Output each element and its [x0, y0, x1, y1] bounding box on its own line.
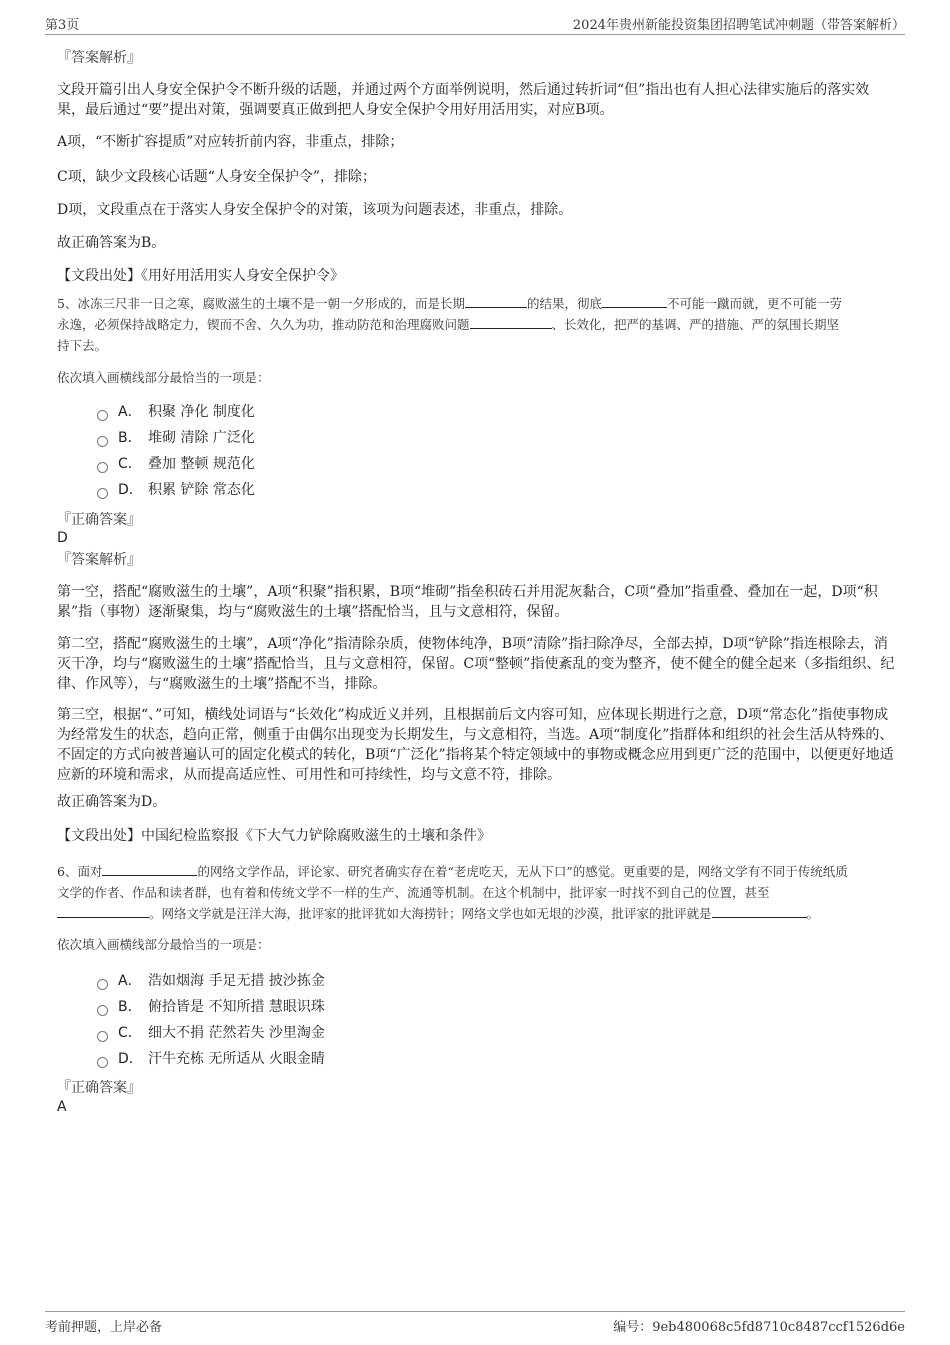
stem-text: 永逸，必须保持战略定力，锲而不舍、久久为功，推动防范和治理腐败问题 [57, 317, 470, 332]
correct-answer: A [57, 1099, 67, 1115]
option-b[interactable] [97, 427, 255, 449]
source-citation: 【文段出处】《用好用活用实人身安全保护令》 [57, 268, 344, 284]
option-text: 细大不捐 茫然若失 沙里淘金 [148, 1025, 325, 1041]
option-letter: B． [118, 430, 142, 446]
question-prompt: 依次填入画横线部分最恰当的一项是： [57, 937, 270, 952]
radio-icon[interactable] [97, 488, 108, 499]
stem-text: 不可能一蹴而就，更不可能一劳 [666, 296, 842, 311]
analysis-label: 『答案解析』 [57, 50, 141, 66]
fill-blank [465, 295, 527, 308]
option-d[interactable] [97, 1048, 325, 1070]
stem-text: 的网络文学作品，评论家、研究者确实存在着“老虎吃天，无从下口”的感觉。更重要的是，网络文学有不同于传统纸质 [197, 864, 848, 879]
question-stem [57, 861, 897, 924]
fill-blank [712, 905, 807, 918]
option-letter: C． [118, 456, 142, 472]
conclusion: 故正确答案为B。 [57, 235, 166, 251]
radio-icon[interactable] [97, 1031, 108, 1042]
fill-blank [602, 295, 667, 308]
footer-slogan: 考前押题，上岸必备 [45, 1320, 163, 1335]
page-footer [45, 1311, 905, 1338]
option-letter: A． [118, 973, 142, 989]
stem-text: 。 [806, 906, 820, 921]
option-c[interactable] [97, 453, 255, 475]
correct-answer: D [57, 530, 68, 546]
stem-text: 持下去。 [57, 338, 108, 353]
option-a[interactable] [97, 970, 325, 992]
analysis-paragraph: A项，“不断扩容提质”对应转折前内容，非重点，排除； [57, 134, 404, 150]
document-title: 2024年贵州新能投资集团招聘笔试冲刺题（带答案解析） [572, 18, 905, 33]
question-prompt: 依次填入画横线部分最恰当的一项是： [57, 370, 270, 385]
option-a[interactable] [97, 401, 255, 423]
option-c[interactable] [97, 1022, 325, 1044]
option-text: 俯拾皆是 不知所措 慧眼识珠 [148, 999, 325, 1015]
source-citation: 【文段出处】中国纪检监察报《下大气力铲除腐败滋生的土壤和条件》 [57, 828, 491, 844]
page-header [45, 14, 905, 35]
analysis-label: 『答案解析』 [57, 552, 141, 568]
analysis-paragraph: C项，缺少文段核心话题“人身安全保护令”，排除； [57, 169, 377, 185]
option-b[interactable] [97, 996, 325, 1018]
stem-text: 6、面对 [57, 864, 103, 879]
analysis-paragraph: 第一空，搭配“腐败滋生的土壤”，A项“积聚”指积累，B项“堆砌”指垒积砖石并用泥灰黏合，C项“叠加”指重叠、叠加在一起，D项“积累”指（事物）逐渐聚集，均与“腐败滋生的土壤”搭配恰当，且与文意相符，保留。 [57, 584, 878, 620]
stem-text: 5、冰冻三尺非一日之寒，腐败滋生的土壤不是一朝一夕形成的，而是长期 [57, 296, 465, 311]
fill-blank [57, 905, 149, 918]
option-text: 汗牛充栋 无所适从 火眼金睛 [148, 1051, 325, 1067]
option-letter: C． [118, 1025, 142, 1041]
answer-label: 『正确答案』 [57, 1080, 141, 1096]
option-d[interactable] [97, 479, 255, 501]
analysis-paragraph: 第二空，搭配“腐败滋生的土壤”，A项“净化”指清除杂质，使物体纯净，B项“清除”指扫除净尽，全部去掉，D项“铲除”指连根除去，消灭干净，均与“腐败滋生的土壤”搭配恰当，且与文意相符，保留。C项“整顿”指使紊乱的变为整齐，使不健全的健全起来（多指组织、纪律、作风等），与“腐败滋生的土壤”搭配不当，排除。 [57, 636, 895, 692]
analysis-paragraph: D项，文段重点在于落实人身安全保护令的对策，该项为问题表述，非重点，排除。 [57, 202, 573, 218]
option-text: 积聚 净化 制度化 [148, 404, 255, 420]
stem-text: 的结果，彻底 [526, 296, 602, 311]
answer-label: 『正确答案』 [57, 512, 141, 528]
option-letter: D． [118, 1051, 143, 1067]
analysis-paragraph: 文段开篇引出人身安全保护令不断升级的话题，并通过两个方面举例说明，然后通过转折词“但”指出也有人担心法律实施后的落实效果，最后通过“要”提出对策，强调要真正做到把人身安全保护令用好用活用实，对应B项。 [57, 82, 870, 118]
radio-icon[interactable] [97, 410, 108, 421]
option-text: 堆砌 清除 广泛化 [148, 430, 255, 446]
fill-blank [102, 863, 197, 876]
option-letter: B． [118, 999, 142, 1015]
option-text: 积累 铲除 常态化 [148, 482, 255, 498]
stem-text: 、长效化，把严的基调、严的措施、严的氛围长期坚 [551, 317, 840, 332]
radio-icon[interactable] [97, 979, 108, 990]
fill-blank [470, 316, 552, 329]
option-letter: A． [118, 404, 142, 420]
stem-text: 文学的作者、作品和读者群，也有着和传统文学不一样的生产、流通等机制。在这个机制中，批评家一时找不到自己的位置，甚至 [57, 885, 770, 900]
radio-icon[interactable] [97, 1005, 108, 1016]
analysis-paragraph: 第三空，根据“、”可知，横线处词语与“长效化”构成近义并列，且根据前后文内容可知，应体现长期进行之意，D项“常态化”指使事物成为经常发生的状态，趋向正常，侧重于由偶尔出现变为长期发生，与文意相符，当选。A项“制度化”指群体和组织的社会生活从特殊的、不固定的方式向被普遍认可的固定化模式的转化，B项“广泛化”指将某个特定领域中的事物或概念应用到更广泛的范围中，以便更好地适应新的环境和需求，从而提高适应性、可用性和可持续性，均与文意不符，排除。 [57, 707, 894, 783]
option-text: 浩如烟海 手足无措 披沙拣金 [148, 973, 325, 989]
radio-icon[interactable] [97, 1057, 108, 1068]
page-number: 第3页 [45, 18, 80, 33]
radio-icon[interactable] [97, 436, 108, 447]
stem-text: 。网络文学就是汪洋大海，批评家的批评犹如大海捞针；网络文学也如无垠的沙漠，批评家的批评就是 [149, 906, 712, 921]
radio-icon[interactable] [97, 462, 108, 473]
document-code: 编号：9eb480068c5fd8710c8487ccf1526d6e [613, 1320, 905, 1335]
option-letter: D． [118, 482, 143, 498]
question-stem [57, 293, 897, 356]
conclusion: 故正确答案为D。 [57, 794, 167, 810]
option-text: 叠加 整顿 规范化 [148, 456, 255, 472]
